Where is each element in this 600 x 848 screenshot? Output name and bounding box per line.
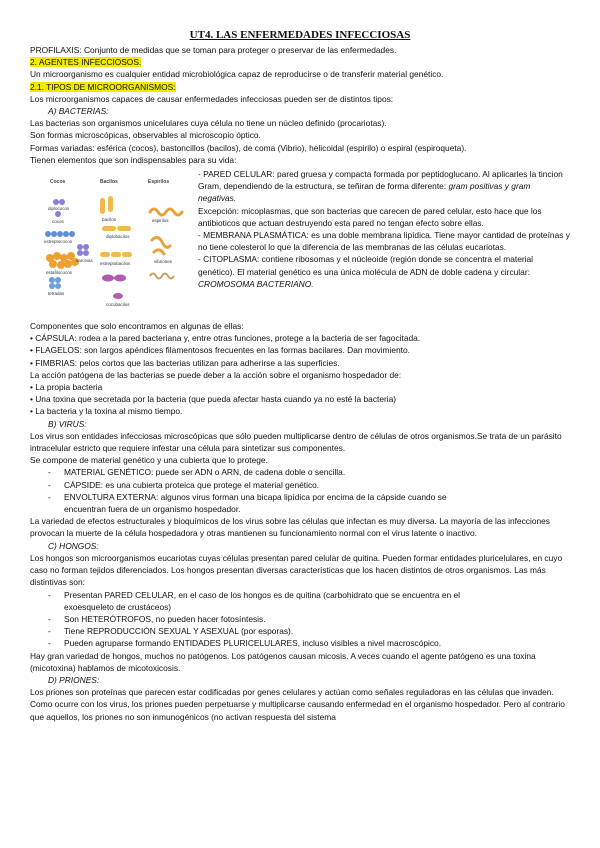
priones-p2: Como ocurre con los virus, los priones pueden perpetuarse y multiplicarse causando enfermedad en el organismo hospedador. Pero al contrario que aquellos, los priones no son inmunogénicos (no activan respuesta del sistema: [30, 699, 565, 722]
virus-p2: Se compone de material genético y una cubierta que lo protege.: [30, 455, 268, 466]
bacterias-p4: Tienen elementos que son indispensables para su vida:: [30, 154, 237, 165]
list-item: • La bacteria y la toxina al mismo tiempo.: [30, 406, 183, 417]
list-item: • FIMBRIAS: pelos cortos que las bacterias utilizan para adherirse a las superficies.: [30, 357, 340, 368]
componentes-text: Componentes que solo encontramos en algunas de ellas:: [30, 321, 244, 332]
bacterias-p2: Son formas microscópicas, observables al microscopio óptico.: [30, 130, 261, 141]
bacterias-heading: A) BACTERIAS:: [48, 106, 109, 117]
list-item: - Son HETERÓTROFOS, no pueden hacer fotosíntesis.: [30, 613, 570, 625]
figure-label: estreptobacilos: [100, 261, 131, 267]
figure-label: vibriones: [154, 259, 173, 265]
list-item-continuation: exoesqueleto de crustáceos): [64, 601, 172, 612]
virus-list: [30, 466, 570, 515]
virus-heading: B) VIRUS:: [48, 418, 87, 429]
hongos-list: [30, 589, 570, 650]
profilaxis-paragraph: PROFILAXIS: Conjunto de medidas que se toman para proteger o preservar de las enfermedades.: [30, 45, 397, 55]
figure-label: cocos: [52, 219, 64, 225]
priones-heading: D) PRIONES:: [48, 674, 100, 685]
bacteria-figure-block: [30, 168, 570, 318]
excepcion-text: Excepción: micoplasmas, que son bacterias que carecen de pared celular, esto hace que los antibioticos que actuan destruyendo esta pared no tengan efecto sobre ellas.: [198, 205, 542, 228]
figure-caption: Cocos: [50, 179, 66, 186]
accion-text: La acción patógena de las bacterias se puede deber a la acción sobre el organismo hospedador de:: [30, 369, 402, 380]
figure-label: estafilococos: [46, 270, 73, 276]
bacterias-p1: Las bacterias son organismos unicelulares cuya célula no tiene un núcleo definido (procariotas).: [30, 118, 387, 129]
list-item-continuation: encuentran fuera de un organismo hospedador.: [64, 504, 241, 515]
componentes-list: [30, 332, 570, 369]
cell-structure-text: [196, 168, 570, 318]
list-item: - Presentan PARED CELULAR, en el caso de los hongos es de quitina (carbohidrato que se encuentra en el: [30, 589, 570, 601]
list-item: • Una toxina que secretada por la bacteria (que pueda afectar hasta cuando ya no esté la bacteria): [30, 394, 397, 405]
section-2-text: Un microorganismo es cualquier entidad microbiológica capaz de reproducirse o de transferir material genético.: [30, 69, 444, 80]
bacteria-shapes-figure: [40, 168, 196, 318]
section-2-1-heading: 2.1. TIPOS DE MICROORGANISMOS:: [30, 81, 176, 92]
figure-label: espirilos: [152, 218, 169, 224]
pared-celular-text: - PARED CELULAR: pared gruesa y compacta formada por peptidoglucano. Al aplicarles la tincion Gram, dependiendo de la estructura, se teñiran de forma diferente: gram positivas y gram negativas.: [198, 169, 563, 204]
section-2-heading: 2. AGENTES INFECCIOSOS.: [30, 57, 142, 68]
priones-p1: Los priones son proteínas que parecen estar codificadas por genes celulares y actúan como señales reguladoras en las células que invaden.: [30, 687, 554, 698]
list-item: - ENVOLTURA EXTERNA: algunos virus forman una bicapa lipídica por encima de la cápside cuando se: [30, 491, 570, 503]
figure-label: sarcinas: [76, 258, 93, 264]
bacterias-p3: Formas variadas: esférica (cocos), bastoncillos (bacilos), de coma (Vibrio), helicoidal (espirilo) o espiral (espiroqueta).: [30, 142, 467, 153]
citoplasma-text: - CITOPLASMA: contiene ribosomas y el núcleoide (región donde se concentra el material genético). El material genético es una única molécula de ADN de doble cadena y circular: CROMOSOMA BACTERIANO.: [198, 254, 534, 289]
list-item: - MATERIAL GENÉTICO: puede ser ADN o ARN, de cadena doble o sencilla.: [30, 466, 570, 478]
list-item: - Pueden agruparse formando ENTIDADES PLURICELULARES, incluso visibles a nivel macroscópico.: [30, 637, 570, 649]
accion-list: [30, 381, 570, 418]
membrana-text: - MEMBRANA PLASMÁTICA: es una doble membrana lipídica. Tiene mayor cantidad de proteínas y no tiene colesterol lo que la diferencia de las membranas de las células eucariotas.: [198, 230, 570, 253]
figure-caption: Bacilos: [100, 179, 118, 186]
hongos-p2: Hay gran variedad de hongos, muchos no patógenos. Los patógenos causan micosis. A veces cuando el agente patógeno es una toxina (micotoxina) hablamos de micotoxicosis.: [30, 650, 536, 673]
list-item: • La propia bacteria: [30, 382, 103, 393]
section-2-1-text: Los microorganismos capaces de causar enfermedades infecciosas pueden ser de distintos tipos:: [30, 93, 394, 104]
virus-p3: La variedad de efectos estructurales y bioquímicos de los virus sobre las células que infectan es muy diversa. La mayoría de las infecciones provocan la muerte de la célula hospedadora y otras mantienen su funcionamiento normal con el virus latente o inactivo.: [30, 516, 550, 539]
list-item: • CÁPSULA: rodea a la pared bacteriana y, entre otras funciones, protege a la bacteria de ser fagocitada.: [30, 333, 421, 344]
hongos-p1: Los hongos son microorganismos eucariotas cuyas células presentan pared celular de quitina. Pueden formar entidades pluricelulares, en cuyo caso no forman tejidos diferenciados. Los hongos presentan diversas características que los hacen distintos de otros organismos. Las más distintivas son:: [30, 552, 563, 588]
page-title: UT4. LAS ENFERMEDADES INFECCIOSAS: [189, 29, 411, 41]
hongos-heading: C) HONGOS:: [48, 540, 99, 551]
figure-label: tetradas: [48, 291, 65, 297]
figure-label: diplococos: [48, 206, 70, 212]
figure-label: diplobacilos: [106, 234, 130, 240]
figure-caption: Espirilos: [148, 179, 170, 186]
figure-label: cocobacilos: [106, 302, 130, 308]
list-item: - CÁPSIDE: es una cubierta proteica que protege el material genético.: [30, 479, 570, 491]
figure-label: bacilos: [102, 217, 117, 223]
list-item: • FLAGELOS: son largos apéndices filamentosos frecuentes en las formas bacilares. Dan movimiento.: [30, 345, 410, 356]
figure-label: estreptococos: [44, 239, 73, 245]
list-item: - Tiene REPRODUCCIÓN SEXUAL Y ASEXUAL (por esporas).: [30, 625, 570, 637]
virus-p1: Los virus son entidades infecciosas microscópicas que sólo pueden multiplicarse dentro de células de otros organismos.Se trata de un parásito intracelular estricto que requiere infestar una célula para sintetizar sus componentes.: [30, 430, 562, 454]
